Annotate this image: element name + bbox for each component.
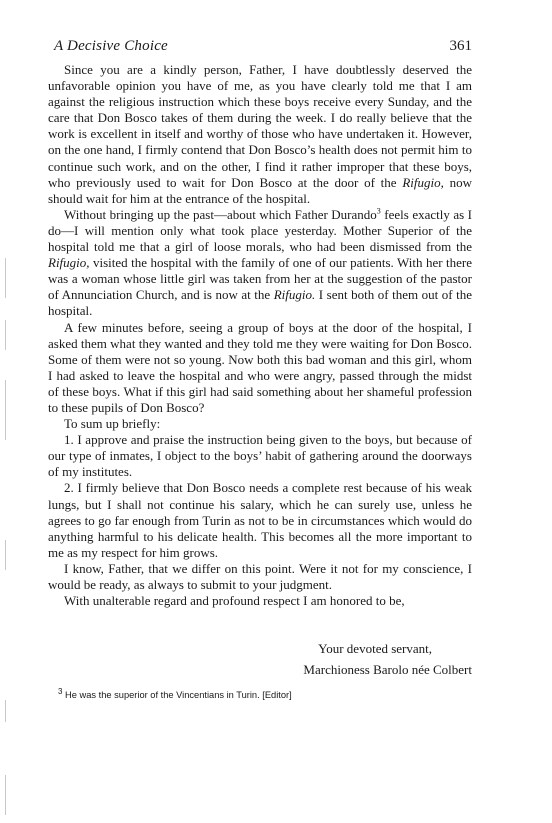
paragraph: 2. I firmly believe that Don Bosco needs a complete rest because of his weak lungs, but I shall not continue his salary, which he can surely use, unless he agrees to go far enough from Turin as not to be in circumstances which would do anything harmful to his delicate health. This becomes all the more important to me as my respect for him grows. <box>48 480 472 560</box>
page-content <box>48 38 472 700</box>
signature: Marchioness Barolo née Colbert <box>303 662 472 678</box>
paragraph: 1. I approve and praise the instruction being given to the boys, but because of our type of inmates, I object to the boys’ habit of gathering around the doorways of my institutes. <box>48 432 472 480</box>
letter-closing <box>48 638 472 680</box>
paragraph: I know, Father, that we differ on this point. Were it not for my conscience, I would be ready, as always to submit to your judgment. <box>48 560 472 592</box>
paragraph: Since you are a kindly person, Father, I have doubtlessly deserved the unfavorable opinion you have of me, as you have clearly told me that I am against the religious instruction which these boys receive every Sunday, and the care that Don Bosco takes of them during the week. I do really believe that the work is excellent in itself and worthy of those who have undertaken it. However, on the one hand, I firmly contend that Don Bosco’s health does not permit him to continue such work, and on the other, I find it rather improper that these boys, who previously used to wait for Don Bosco at the door of the Rifugio, now should wait for him at the entrance of the hospital. <box>48 62 472 206</box>
page-number: 361 <box>449 38 472 54</box>
footnote-ref: 3 <box>376 206 381 216</box>
paragraph: To sum up briefly: <box>64 416 161 432</box>
footnote-text: He was the superior of the Vincentians in Turin. [Editor] <box>62 690 292 701</box>
footnote <box>48 687 472 701</box>
running-title: A Decisive Choice <box>54 38 168 54</box>
paragraph: With unalterable regard and profound respect I am honored to be, <box>64 593 405 609</box>
paragraph: Without bringing up the past—about which Father Durando$^3$ feels exactly as I do—I will mention only what took place yesterday. Mother Superior of the hospital told me that a girl of loose morals, who had been dismissed from the Rifugio, visited the hospital with the family of one of our patients. With her there was a woman whose little girl was taken from her at the suggestion of the pastor of Annunciation Church, and is now at the Rifugio. I sent both of them out of the hospital. <box>48 206 472 319</box>
footnote-marker: 3 <box>58 687 63 697</box>
letter-body <box>48 62 472 609</box>
page-header <box>48 38 472 58</box>
valediction: Your devoted servant, <box>318 641 432 657</box>
paragraph: A few minutes before, seeing a group of boys at the door of the hospital, I asked them what they wanted and they told me they were waiting for Don Bosco. Some of them were not so young. Now both this bad woman and this girl, whom I had asked to leave the hospital and who were angry, passed through the midst of these boys. What if this girl had said something about her shameful profession to these pupils of Don Bosco? <box>48 319 472 415</box>
